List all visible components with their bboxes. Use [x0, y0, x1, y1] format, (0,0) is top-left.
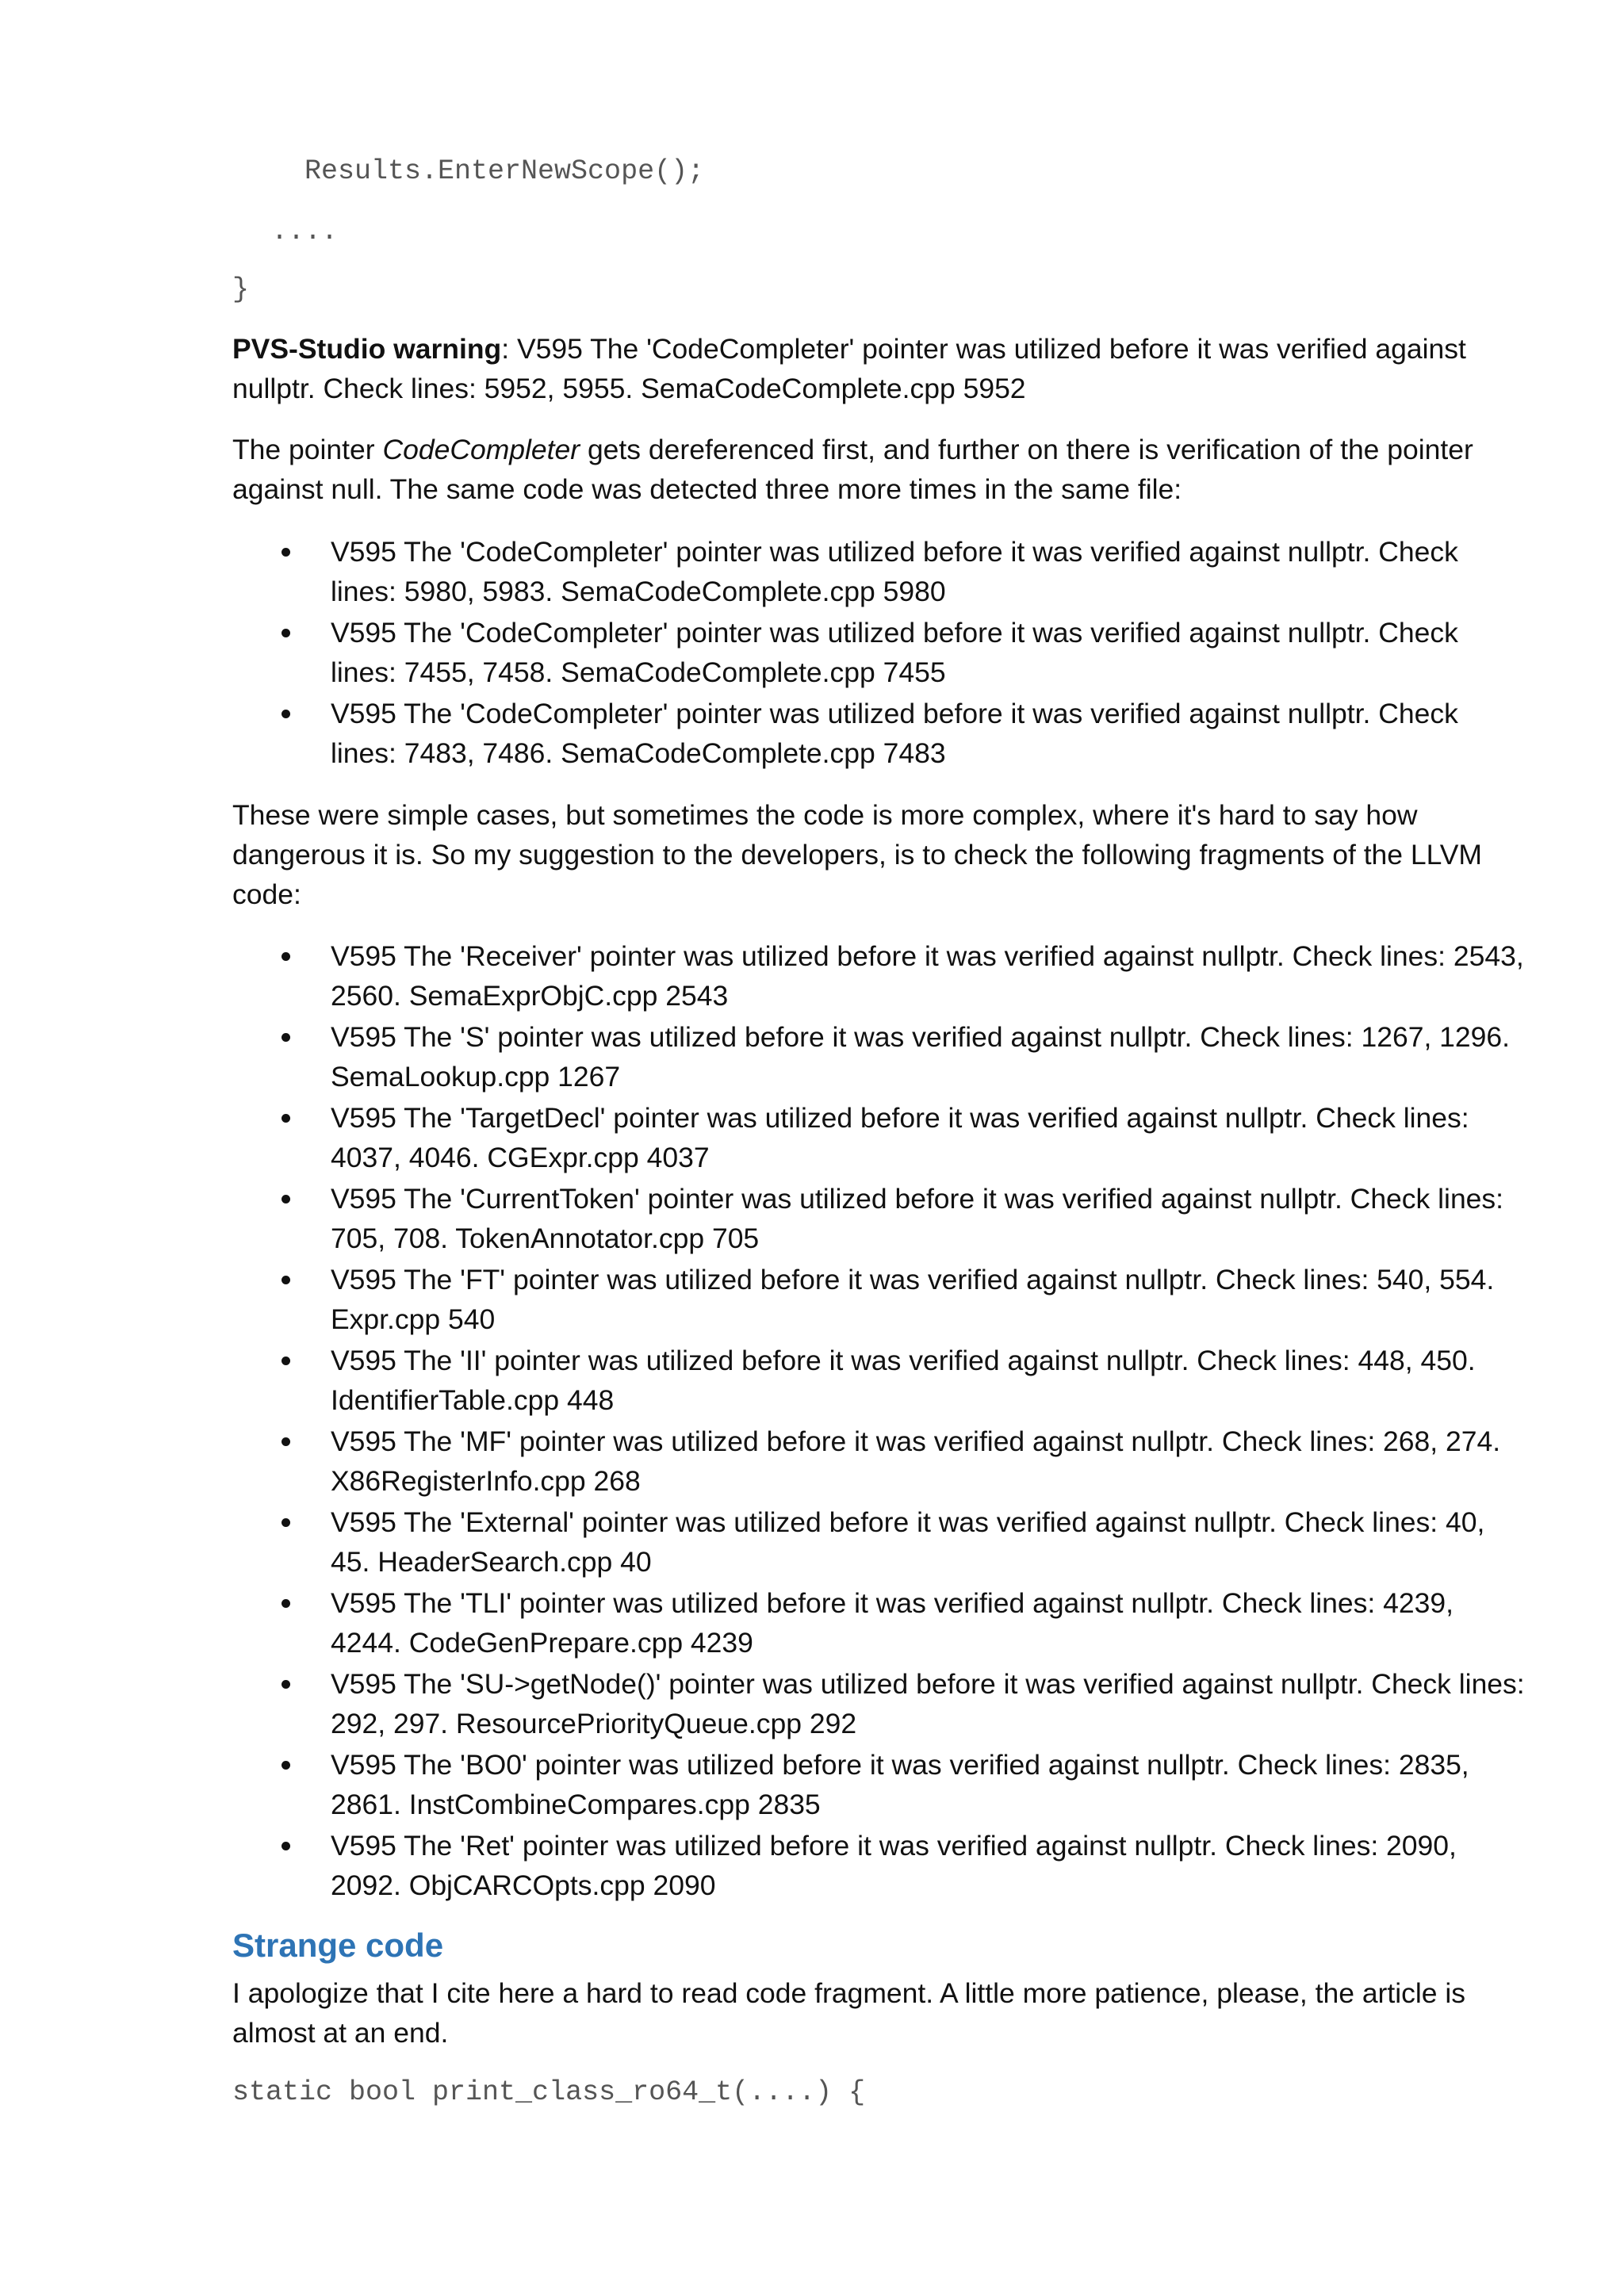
list-item [232, 1098, 1525, 1177]
bullet-icon [282, 1033, 290, 1042]
list-item-text: V595 The 'SU->getNode()' pointer was utilized before it was verified against nullptr. Check lines: 292, 297. ResourcePriorityQueue.cpp 292 [331, 1668, 1525, 1739]
list-item [232, 1179, 1525, 1258]
suggestion-paragraph: These were simple cases, but sometimes the code is more complex, where it's hard to say how dangerous it is. So my suggestion to the developers, is to check the following fragments of the LLVM code: [232, 799, 1483, 910]
apology-paragraph: I apologize that I cite here a hard to read code fragment. A little more patience, please, the article is almost at an end. [232, 1977, 1466, 2049]
bullet-icon [282, 1195, 290, 1203]
bullet-icon [282, 1276, 290, 1284]
list-item-text: V595 The 'CodeCompleter' pointer was utilized before it was verified against nullptr. Check lines: 5980, 5983. SemaCodeComplete.cpp 5980 [331, 536, 1458, 607]
bullet-icon [282, 1761, 290, 1770]
bullet-icon [282, 952, 290, 961]
list-item [232, 532, 1525, 611]
warning-label: PVS-Studio warning [232, 333, 502, 365]
same-file-warnings-list [232, 532, 1525, 775]
list-item [232, 1502, 1525, 1582]
list-item-text: V595 The 'CurrentToken' pointer was utilized before it was verified against nullptr. Check lines: 705, 708. TokenAnnotator.cpp 705 [331, 1183, 1504, 1254]
bullet-icon [282, 710, 290, 718]
list-item-text: V595 The 'Ret' pointer was utilized before it was verified against nullptr. Check lines: 2090, 2092. ObjCARCOpts.cpp 2090 [331, 1830, 1457, 1901]
pointer-explanation-paragraph [232, 430, 1517, 509]
bullet-icon [282, 1437, 290, 1446]
pvs-warning-paragraph [232, 329, 1517, 408]
para1-text-after: gets dereferenced first, and further on there is verification of the pointer against null. The same code was detected three more times in the same file: [232, 434, 1473, 505]
list-item [232, 1583, 1525, 1663]
list-item-text: V595 The 'II' pointer was utilized before it was verified against nullptr. Check lines: 448, 450. IdentifierTable.cpp 448 [331, 1345, 1476, 1416]
list-item [232, 1260, 1525, 1339]
list-item [232, 1826, 1525, 1905]
bullet-icon [282, 1680, 290, 1689]
list-item-text: V595 The 'CodeCompleter' pointer was utilized before it was verified against nullptr. Check lines: 7455, 7458. SemaCodeComplete.cpp 7455 [331, 617, 1458, 688]
list-item-text: V595 The 'S' pointer was utilized before it was verified against nullptr. Check lines: 1267, 1296. SemaLookup.cpp 1267 [331, 1021, 1511, 1093]
list-item-text: V595 The 'CodeCompleter' pointer was utilized before it was verified against nullptr. Check lines: 7483, 7486. SemaCodeComplete.cpp 7483 [331, 698, 1458, 769]
list-item [232, 936, 1525, 1016]
bullet-icon [282, 1599, 290, 1608]
bullet-icon [282, 1842, 290, 1850]
bullet-icon [282, 1357, 290, 1365]
list-item [232, 613, 1525, 692]
list-item-text: V595 The 'FT' pointer was utilized before it was verified against nullptr. Check lines: 540, 554. Expr.cpp 540 [331, 1264, 1495, 1335]
list-item [232, 1664, 1525, 1743]
list-item-text: V595 The 'MF' pointer was utilized before it was verified against nullptr. Check lines: 268, 274. X86RegisterInfo.cpp 268 [331, 1425, 1501, 1497]
list-item-text: V595 The 'Receiver' pointer was utilized before it was verified against nullptr. Check lines: 2543, 2560. SemaExprObjC.cpp 2543 [331, 940, 1524, 1012]
list-item [232, 694, 1525, 773]
list-item-text: V595 The 'External' pointer was utilized before it was verified against nullptr. Check lines: 40, 45. HeaderSearch.cpp 40 [331, 1506, 1485, 1578]
list-item-text: V595 The 'TargetDecl' pointer was utilized before it was verified against nullptr. Check lines: 4037, 4046. CGExpr.cpp 4037 [331, 1102, 1469, 1173]
list-item [232, 1341, 1525, 1420]
list-item [232, 1422, 1525, 1501]
bullet-icon [282, 1114, 290, 1123]
llvm-fragments-list [232, 936, 1525, 1907]
warning-text: : V595 The 'CodeCompleter' pointer was utilized before it was verified against nullptr. Check lines: 5952, 5955. SemaCodeComplete.cpp 5952 [232, 333, 1466, 404]
bullet-icon [282, 1518, 290, 1527]
list-item-text: V595 The 'BO0' pointer was utilized before it was verified against nullptr. Check lines: 2835, 2861. InstCombineCompares.cpp 2835 [331, 1749, 1469, 1820]
para1-text-before: The pointer [232, 434, 383, 465]
code-line-print-class: static bool print_class_ro64_t(....) { [232, 2076, 866, 2108]
para1-italic-term: CodeCompleter [382, 434, 580, 465]
list-item-text: V595 The 'TLI' pointer was utilized before it was verified against nullptr. Check lines: 4239, 4244. CodeGenPrepare.cpp 4239 [331, 1587, 1454, 1659]
bullet-icon [282, 548, 290, 557]
list-item [232, 1017, 1525, 1096]
bullet-icon [282, 629, 290, 637]
code-line-enter-new-scope: Results.EnterNewScope(); [304, 155, 705, 187]
code-line-ellipsis: .... [271, 216, 339, 247]
code-line-closing-brace: } [232, 274, 250, 305]
list-item [232, 1745, 1525, 1824]
section-heading-strange-code: Strange code [232, 1927, 444, 1964]
